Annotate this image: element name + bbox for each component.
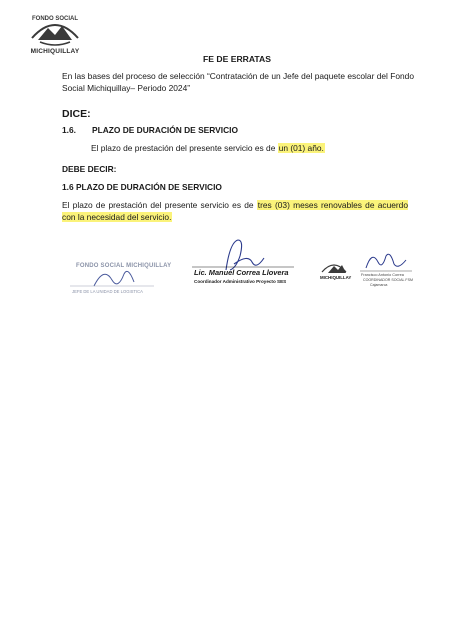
document-title: FE DE ERRATAS xyxy=(203,54,271,64)
right-signature-scribble-icon xyxy=(316,246,416,292)
section-heading-corrected: 1.6 PLAZO DE DURACIÓN DE SERVICIO xyxy=(62,182,222,192)
intro-paragraph: En las bases del proceso de selección “Contratación de un Jefe del paquete escolar del Fondo Social Michiquillay– Periodo 2024” xyxy=(62,71,414,93)
original-paragraph xyxy=(91,143,325,153)
debe-decir-label: DEBE DECIR: xyxy=(62,164,117,174)
center-signer-name: Lic. Manuel Correa Llovera xyxy=(194,268,289,277)
right-signer-name: Francisco Antonio Correa xyxy=(361,273,404,277)
fondo-social-logo xyxy=(24,8,86,56)
logo-bottom-text: MICHIQUILLAY xyxy=(30,48,80,55)
logo-emblem-icon xyxy=(24,8,86,50)
left-stamp-caption: JEFE DE LA UNIDAD DE LOGISTICA xyxy=(72,289,143,294)
right-logo-text: MICHIQUILLAY xyxy=(320,275,352,280)
left-signature-block xyxy=(64,256,174,302)
corrected-highlight: tres (03) meses renovables de acuerdo con la necesidad del servicio. xyxy=(62,200,408,222)
original-text: El plazo de prestación del presente servicio es de xyxy=(91,143,278,153)
section-number: 1.6. xyxy=(62,125,76,135)
center-signer-role: Coordinador Administrativo Proyecto SES xyxy=(194,279,287,284)
center-signature-block xyxy=(190,236,300,292)
corrected-text: El plazo de prestación del presente servicio es de xyxy=(62,200,257,210)
right-signer-place: Cajamarca xyxy=(370,283,388,287)
dice-label: DICE: xyxy=(62,108,91,120)
left-stamp-title: FONDO SOCIAL MICHIQUILLAY xyxy=(76,263,172,269)
right-signature-block xyxy=(316,246,416,292)
original-highlight: un (01) año. xyxy=(278,143,324,153)
section-title: PLAZO DE DURACIÓN DE SERVICIO xyxy=(92,125,238,135)
section-heading-original xyxy=(62,125,238,135)
right-signer-role: COORDINADOR SOCIAL FSM xyxy=(363,278,413,282)
corrected-paragraph xyxy=(62,200,408,223)
logo-top-text: FONDO SOCIAL xyxy=(32,16,78,22)
